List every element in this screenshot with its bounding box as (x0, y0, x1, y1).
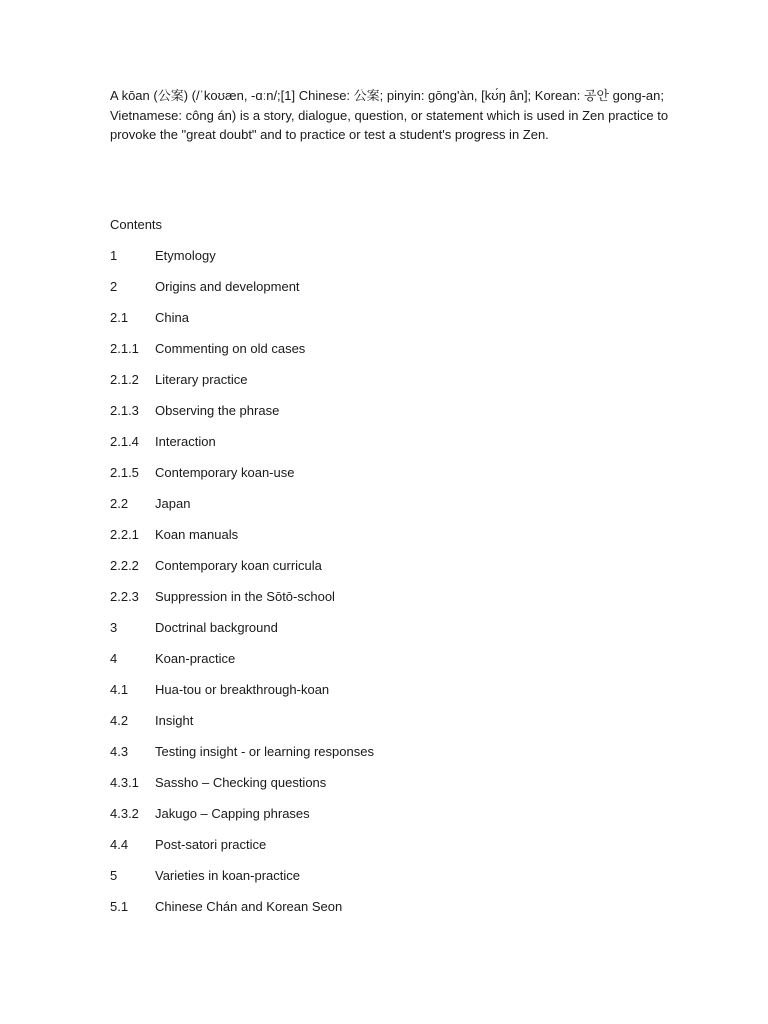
toc-entry-number: 3 (110, 620, 118, 635)
toc-entry-number: 2.1.5 (110, 465, 139, 480)
toc-entry-number: 5.1 (110, 899, 129, 914)
toc-entry (110, 278, 670, 309)
toc-entry-title: Koan manuals (155, 527, 239, 542)
toc-entry-title: Post-satori practice (155, 837, 267, 852)
toc-entry (110, 526, 670, 557)
toc-entry-number: 4.3.2 (110, 806, 139, 821)
toc-entry-number: 2.1.4 (110, 434, 139, 449)
toc-entry-number: 2 (110, 279, 118, 294)
toc-entry-number: 4.1 (110, 682, 129, 697)
toc-entry-title: Contemporary koan curricula (155, 558, 322, 573)
toc-entry-number: 2.1 (110, 310, 129, 325)
toc-entry-number: 5 (110, 868, 118, 883)
toc-entry (110, 433, 670, 464)
toc-entry-title: Japan (155, 496, 191, 511)
toc-entry-title: Sassho – Checking questions (155, 775, 327, 790)
toc-entry-number: 2.1.2 (110, 372, 139, 387)
toc-entry-number: 2.1.3 (110, 403, 139, 418)
toc-entry-title: Insight (155, 713, 194, 728)
toc-entry-title: Interaction (155, 434, 216, 449)
toc-entry (110, 247, 670, 278)
toc-entry-number: 1 (110, 248, 118, 263)
toc-entry (110, 588, 670, 619)
toc-entry-title: Doctrinal background (155, 620, 278, 635)
toc-entry-title: Varieties in koan-practice (155, 868, 300, 883)
contents-heading: Contents (110, 217, 163, 232)
toc-entry-title: Etymology (155, 248, 216, 263)
toc-entry-title: Hua-tou or breakthrough-koan (155, 682, 330, 697)
toc-entry-number: 2.2.3 (110, 589, 139, 604)
toc-entry-title: Commenting on old cases (155, 341, 306, 356)
toc-entry-number: 2.2.1 (110, 527, 139, 542)
toc-entry (110, 867, 670, 898)
toc-entry (110, 898, 670, 929)
toc-entry-title: Suppression in the Sōtō-school (155, 589, 335, 604)
toc-entry-number: 2.2.2 (110, 558, 139, 573)
toc-entry-number: 4.3 (110, 744, 129, 759)
toc-entry (110, 464, 670, 495)
toc-entry-number: 2.2 (110, 496, 129, 511)
toc-entry (110, 681, 670, 712)
toc-entry (110, 619, 670, 650)
toc-entry-number: 2.1.1 (110, 341, 139, 356)
toc-entry-title: Contemporary koan-use (155, 465, 295, 480)
toc-entry-title: Jakugo – Capping phrases (155, 806, 310, 821)
toc-entry (110, 836, 670, 867)
toc-entry-title: China (155, 310, 189, 325)
table-of-contents (110, 247, 670, 929)
toc-entry-number: 4.2 (110, 713, 129, 728)
toc-entry (110, 340, 670, 371)
intro-paragraph: A kōan (公案) (/ˈkoʊæn, -ɑːn/;[1] Chinese: 公案; pinyin: gōng'àn, [kʊ́ŋ ân]; Korean: 공안 gong-an; Vietnamese: công án) is a story, dialogue, question, or statement which is used in Zen practice to provoke the "great doubt" and to practice or test a student's progress in Zen. (110, 88, 669, 142)
toc-entry (110, 650, 670, 681)
toc-entry (110, 712, 670, 743)
toc-entry (110, 805, 670, 836)
toc-entry-number: 4 (110, 651, 118, 666)
toc-entry-title: Origins and development (155, 279, 300, 294)
toc-entry-number: 4.4 (110, 837, 129, 852)
toc-entry-title: Literary practice (155, 372, 248, 387)
toc-entry (110, 743, 670, 774)
toc-entry-title: Chinese Chán and Korean Seon (155, 899, 343, 914)
toc-entry (110, 309, 670, 340)
toc-entry (110, 402, 670, 433)
toc-entry-title: Observing the phrase (155, 403, 280, 418)
toc-entry-title: Testing insight - or learning responses (155, 744, 374, 759)
toc-entry-number: 4.3.1 (110, 775, 139, 790)
toc-entry (110, 774, 670, 805)
toc-entry (110, 495, 670, 526)
toc-entry (110, 557, 670, 588)
toc-entry-title: Koan-practice (155, 651, 236, 666)
toc-entry (110, 371, 670, 402)
